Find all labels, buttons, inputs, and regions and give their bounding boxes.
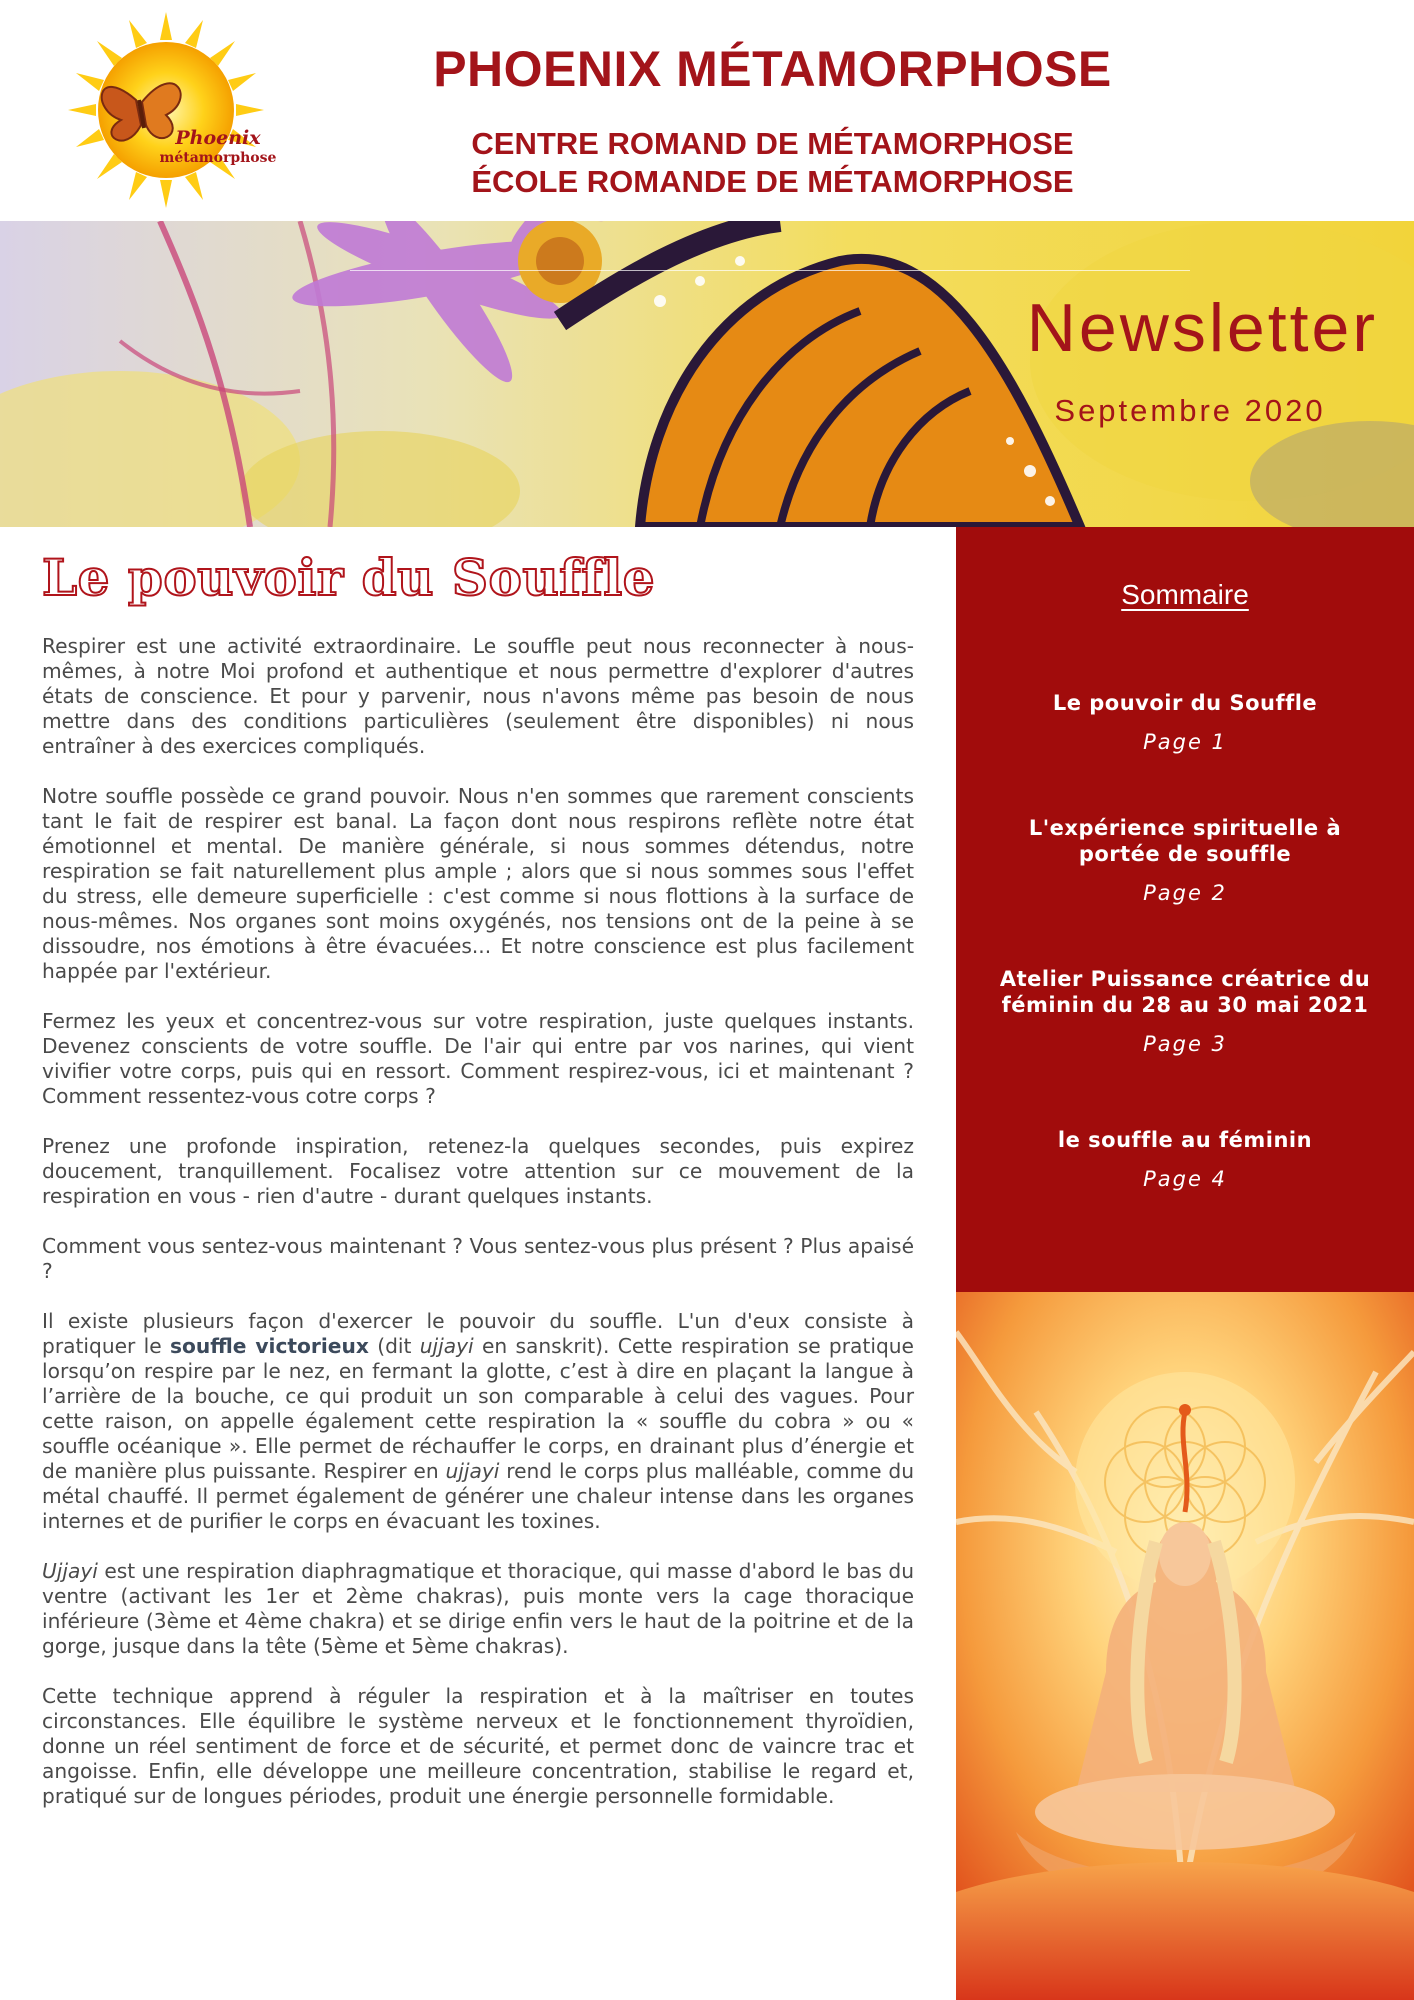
text-run: en sanskrit). Cette respiration se pratique lorsqu’on respire par le nez, en fermant la glotte, c’est à dire en plaçant la langue à l’arrière de la bouche, ce qui produit un son comparable à celui des vagues. Pour cette raison, on appelle également cette respiration la « souffle du cobra » ou « souffle océanique ». Elle permet de réchauffer le corps, en drainant plus d’énergie et de manière plus puissante. Respirer en — [42, 1334, 914, 1483]
article-body — [42, 634, 914, 1834]
bold-term: souffle victorieux — [169, 1334, 369, 1358]
newsletter-date: Septembre 2020 — [1054, 393, 1326, 428]
toc-item-title: le souffle au féminin — [1057, 1128, 1313, 1152]
italic-term: Ujjayi — [42, 1559, 98, 1583]
newsletter-banner — [0, 221, 1414, 527]
toc-item[interactable] — [976, 1127, 1394, 1191]
article-paragraph — [42, 1559, 914, 1659]
toc-item-title: Atelier Puissance créatrice du féminin du 28 au 30 mai 2021 — [999, 967, 1371, 1017]
text-run: Il existe plusieurs façon d'exercer le pouvoir du souffle. L'un d'eux consiste à pratiquer le — [42, 1309, 914, 1358]
logo-sun-butterfly-icon — [28, 10, 296, 210]
toc-item-page: Page 4 — [1143, 1167, 1227, 1191]
newsletter-title: Newsletter — [1026, 290, 1378, 366]
article-paragraph: Cette technique apprend à réguler la respiration et à la maîtriser en toutes circonstances. Elle équilibre le système nerveux et le fonctionnement thyroïdien, donne un réel sentiment de force et de sécurité, et permet donc de vaincre trac et angoisse. Enfin, elle développe une meilleure concentration, stabilise le regard et, pratiqué sur de longues périodes, produit une énergie personnelle formidable. — [42, 1684, 914, 1808]
article-paragraph: Respirer est une activité extraordinaire. Le souffle peut nous reconnecter à nous-mêmes, à notre Moi profond et authentique et nous permettre d'explorer d'autres états de conscience. Et pour y parvenir, nous n'avons même pas besoin de nous mettre dans des conditions particulières (seulement être disponibles) ni nous entraîner à des exercices compliqués. — [42, 634, 914, 758]
sommaire-heading: Sommaire — [1121, 579, 1249, 610]
toc-item[interactable] — [976, 966, 1394, 1056]
toc-item-page: Page 3 — [1143, 1032, 1227, 1056]
butterfly-flower-illustration — [0, 221, 1414, 527]
meditation-illustration — [956, 1292, 1414, 2000]
article-paragraph: Comment vous sentez-vous maintenant ? Vous sentez-vous plus présent ? Plus apaisé ? — [42, 1234, 914, 1283]
toc-item-title: Le pouvoir du Souffle — [1052, 691, 1318, 715]
article-title: Le pouvoir du Souffle — [42, 548, 656, 607]
toc-item-title: L'expérience spirituelle à portée de souffle — [1028, 816, 1342, 866]
article-paragraph: Notre souffle possède ce grand pouvoir. Nous n'en sommes que rarement conscients tant le fait de respirer est banal. La façon dont nous respirons reflète notre état émotionnel et mental. De manière générale, si nous sommes détendus, notre respiration se fait naturellement plus ample ; alors que si nous sommes sous l'effet du stress, elle demeure superficielle : c'est comme si nous flottions à la surface de nous-mêmes. Nos organes sont moins oxygénés, nos tensions ont de la peine à se dissoudre, nos émotions à être évacuées... Et notre conscience est plus facilement happée par l'extérieur. — [42, 784, 914, 983]
article-paragraph — [42, 1309, 914, 1534]
article-paragraph: Prenez une profonde inspiration, retenez-la quelques secondes, puis expirez doucement, tranquillement. Focalisez votre attention sur ce mouvement de la respiration en vous - rien d'autre - durant quelques instants. — [42, 1134, 914, 1208]
text-run: rend le corps plus malléable, comme du métal chauffé. Il permet également de générer une chaleur intense dans les organes internes et de purifier le corps en évacuant les toxines. — [42, 1459, 914, 1533]
text-run: (dit — [368, 1334, 420, 1358]
toc-item-page: Page 1 — [1143, 730, 1227, 754]
text-run: est une respiration diaphragmatique et thoracique, qui masse d'abord le bas du ventre (activant les 1er et 2ème chakras), puis monte vers la cage thoracique inférieure (3ème et 4ème chakra) et se dirige enfin vers le haut de la poitrine et de la gorge, jusque dans la tête (5ème et 5ème chakras). — [42, 1559, 914, 1658]
logo-text: Phoenix — [175, 127, 261, 149]
toc-item[interactable] — [976, 690, 1394, 754]
sommaire-panel — [956, 527, 1414, 1292]
italic-term: ujjayi — [419, 1334, 474, 1358]
italic-term: ujjayi — [445, 1459, 500, 1483]
article-paragraph: Fermez les yeux et concentrez-vous sur votre respiration, juste quelques instants. Devenez conscients de votre souffle. De l'air qui entre par vos narines, qui vient vivifier votre corps, puis qui en ressort. Comment respirez-vous, ici et maintenant ? Comment ressentez-vous cotre corps ? — [42, 1009, 914, 1108]
logo-subtext: métamorphose — [159, 150, 277, 166]
toc-item-page: Page 2 — [1143, 881, 1227, 905]
banner-divider — [350, 270, 1190, 271]
brand-title: PHOENIX MÉTAMORPHOSE — [433, 41, 1112, 97]
brand-subtitle-ecole: ÉCOLE ROMANDE DE MÉTAMORPHOSE — [471, 164, 1074, 199]
brand-subtitle-centre: CENTRE ROMAND DE MÉTAMORPHOSE — [471, 126, 1074, 161]
toc-item[interactable] — [976, 815, 1394, 905]
